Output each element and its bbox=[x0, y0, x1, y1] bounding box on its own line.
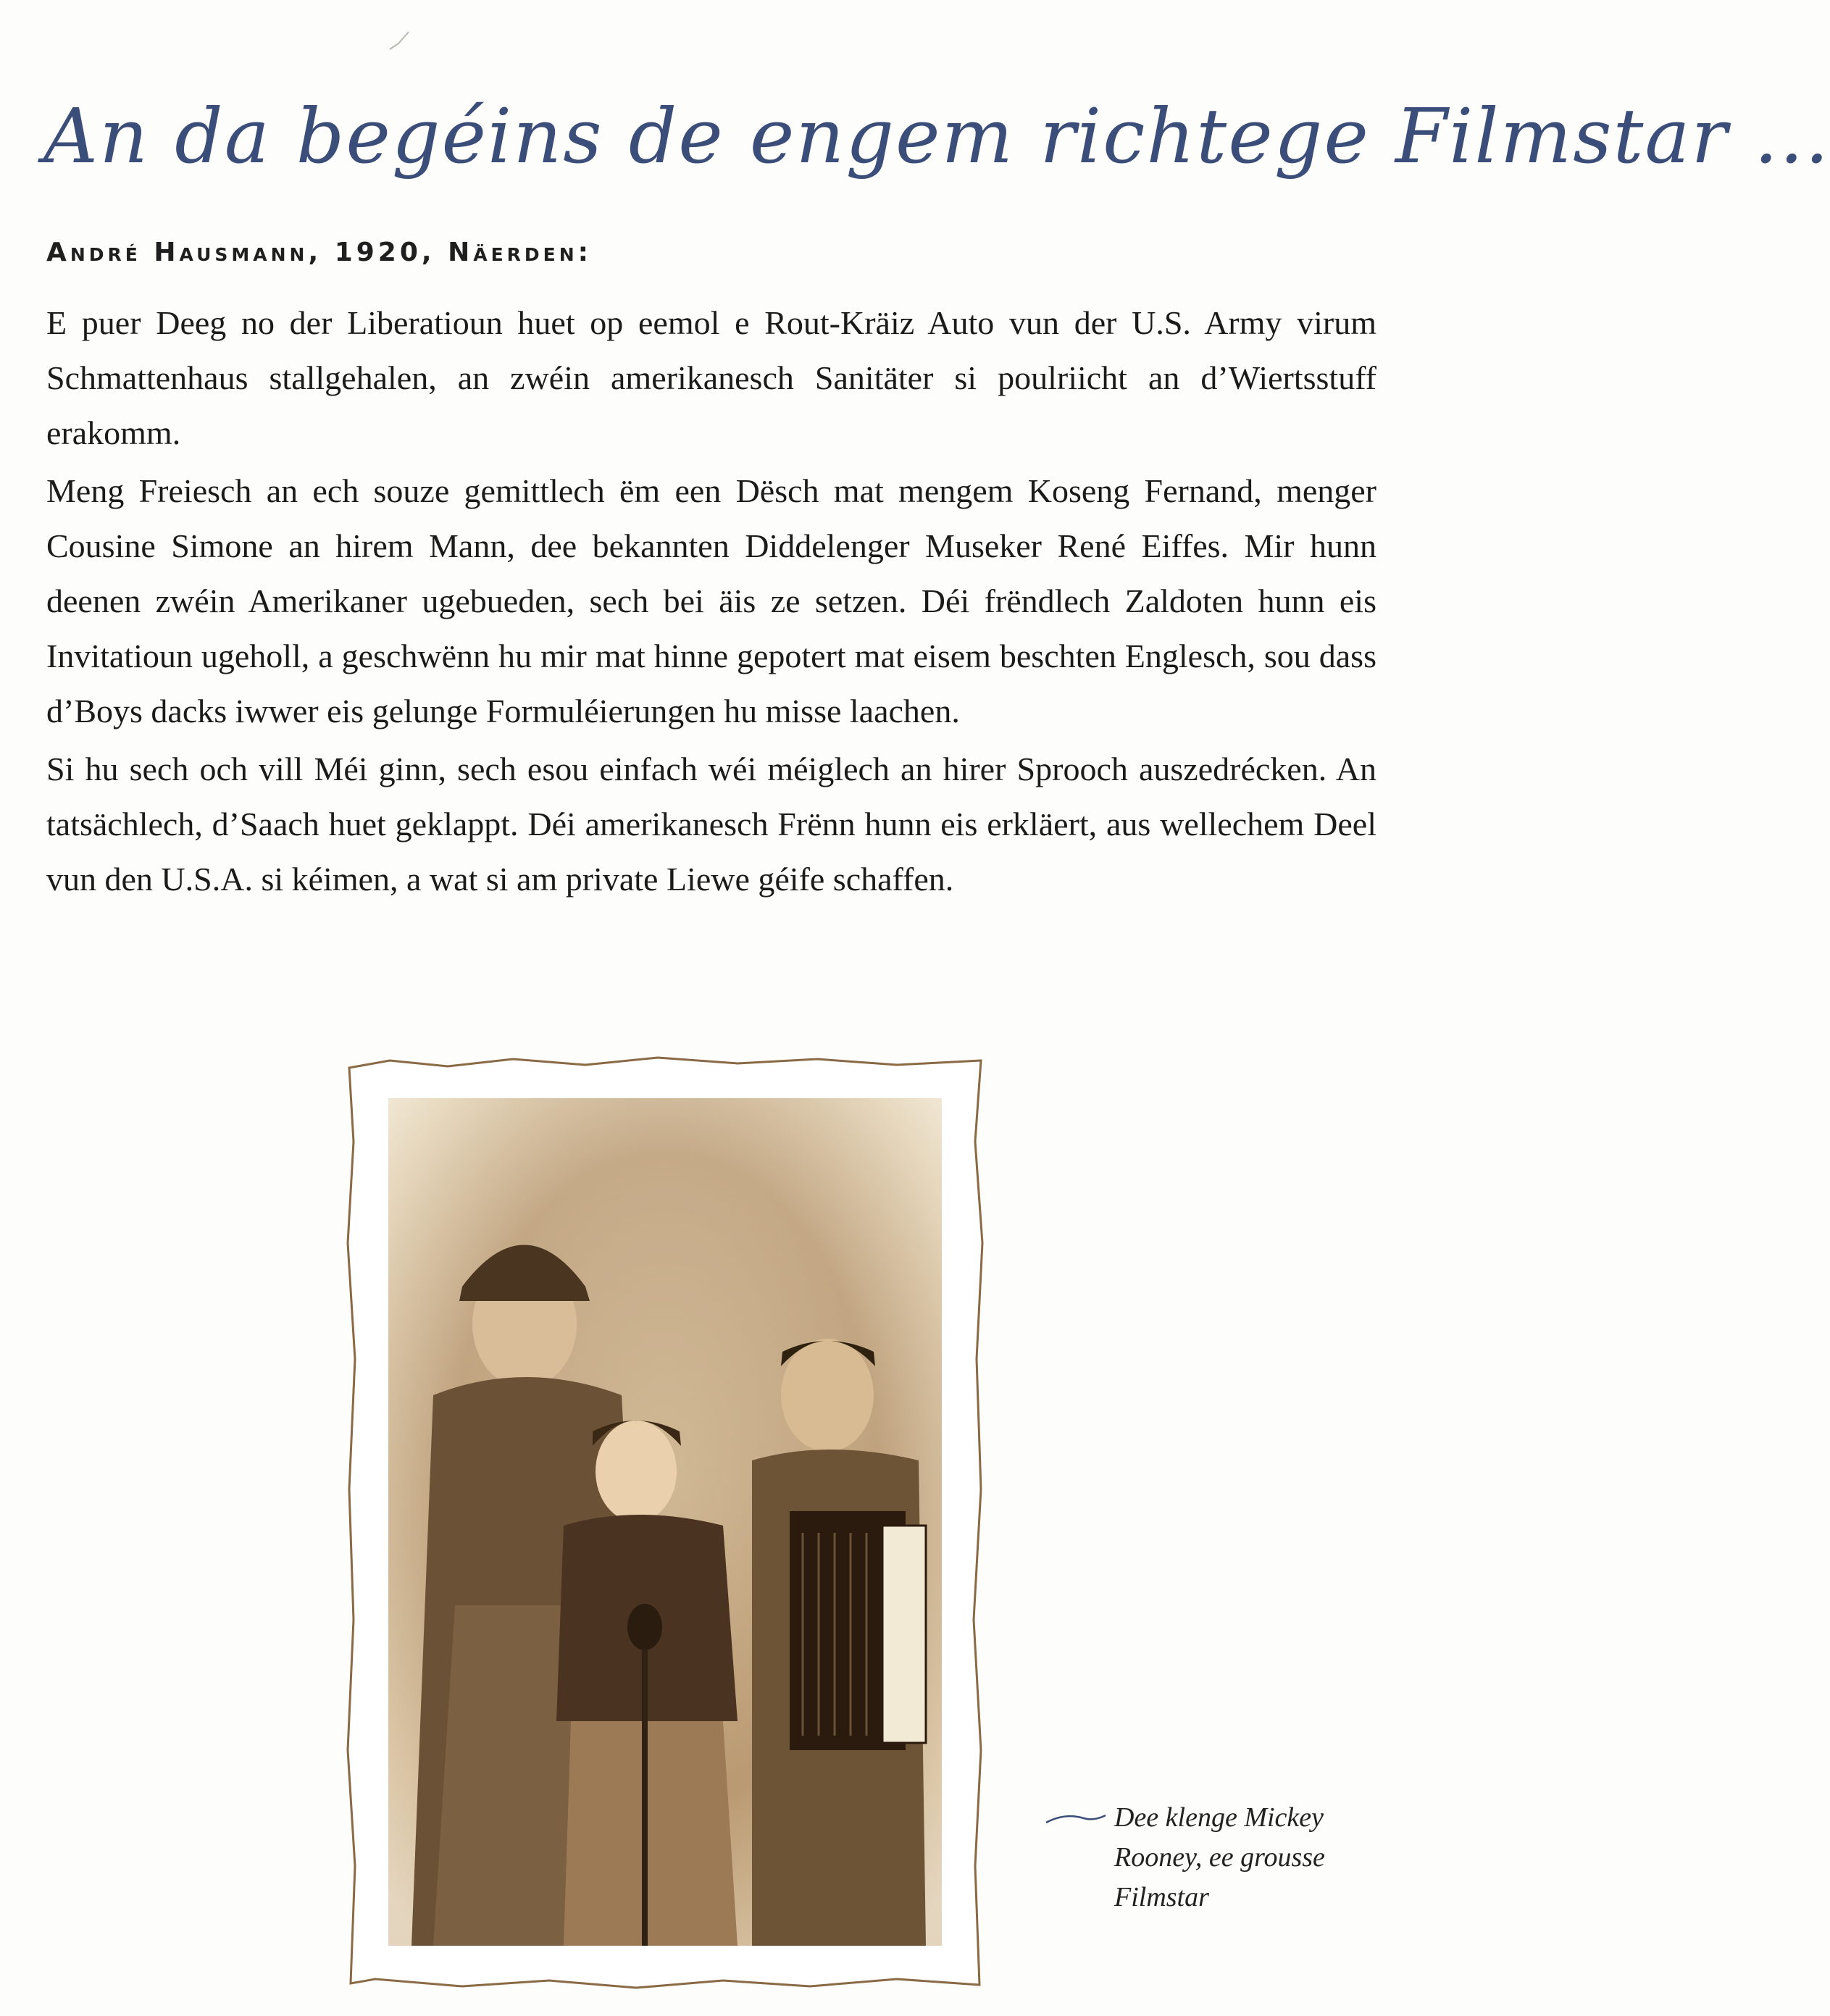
paragraph-3: Si hu sech och vill Méi ginn, sech esou einfach wéi méiglech an hirer Sprooch auszedrécken. An tatsächlech, d’Saach huet geklappt. Déi amerikanesch Frënn hunn eis erkläert, aus wellechem Deel vun den U.S.A. si kéimen, a wat si am private Liewe géife schaffen. bbox=[46, 750, 1376, 898]
caption-line-2: Rooney, ee grousse bbox=[1114, 1842, 1325, 1873]
author-byline: André Hausmann, 1920, Näerden: bbox=[46, 238, 593, 267]
caption-swash-icon bbox=[1043, 1808, 1108, 1830]
caption-line-1: Dee klenge Mickey bbox=[1114, 1802, 1324, 1833]
paragraph-1: E puer Deeg no der Liberatioun huet op eemol e Rout-Kräiz Auto vun der U.S. Army virum Schmattenhaus stallgehalen, an zwéin amerikanesch Sanitäter si poulriicht an d’Wiertsstuff erakomm. bbox=[46, 304, 1376, 451]
sepia-photo-image bbox=[346, 1055, 984, 1989]
article-body bbox=[46, 296, 1376, 907]
photo-caption bbox=[1114, 1798, 1390, 1917]
page-title: An da begéins de engem richtege Filmstar ... bbox=[43, 92, 1830, 180]
caption-line-3: Filmstar bbox=[1114, 1882, 1209, 1912]
paragraph-2: Meng Freiesch an ech souze gemittlech ëm een Dësch mat mengem Koseng Fernand, menger Cousine Simone an hirem Mann, dee bekannten Diddelenger Museker René Eiffes. Mir hunn deenen zwéin Amerikaner ugebueden, sech bei äis ze setzen. Déi frëndlech Zaldoten hunn eis Invitatioun ugeholl, a geschwënn hu mir mat hinne gepotert mat eisem beschten Englesch, sou dass d’Boys dacks iwwer eis gelunge Formuléierungen hu misse laachen. bbox=[46, 472, 1376, 729]
historic-photo bbox=[346, 1055, 984, 1989]
ink-mark bbox=[384, 28, 413, 57]
